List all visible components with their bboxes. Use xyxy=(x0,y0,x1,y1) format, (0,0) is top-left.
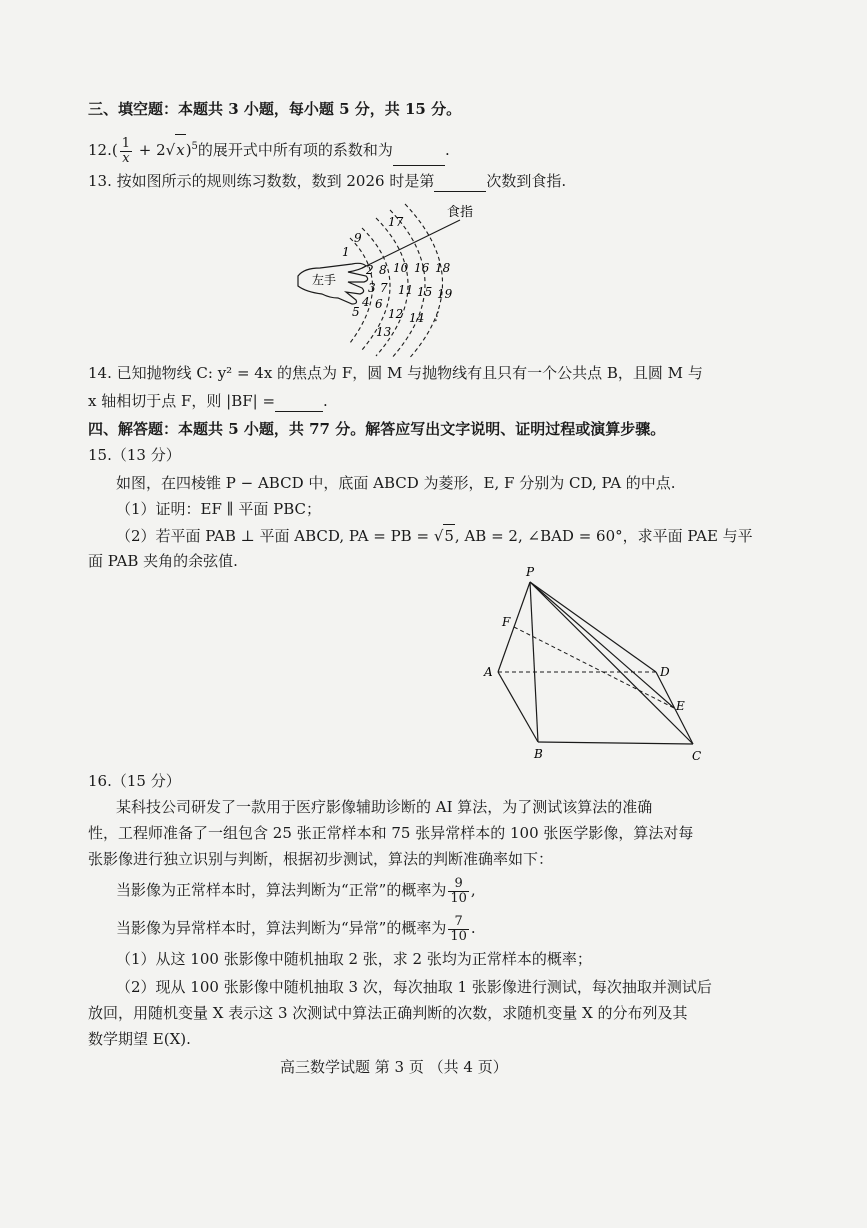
num-8: 8 xyxy=(379,263,387,277)
q15-part2a: （2）若平面 PAB ⊥ 平面 ABCD, PA = PB = xyxy=(116,527,434,545)
num-5: 5 xyxy=(352,305,360,319)
num-3: 3 xyxy=(368,281,376,295)
q12-power: 5 xyxy=(191,141,198,152)
q14-line2b: . xyxy=(323,392,328,410)
q12-sqrt: √x xyxy=(166,141,186,159)
q12-radicand: x xyxy=(175,134,185,165)
num-12: 12 xyxy=(388,307,404,321)
q12-answer-blank xyxy=(393,165,445,166)
q16-c1-text: 当影像为正常样本时，算法判断为“正常”的概率为 xyxy=(116,881,447,899)
q12-paren-close: ) xyxy=(185,141,192,159)
q13-text-a: 13. 按如图所示的规则练习数数，数到 2026 时是第 xyxy=(88,172,435,190)
label-C: C xyxy=(692,749,702,762)
q16-part2-line2: 放回，用随机变量 X 表示这 3 次测试中算法正确判断的次数，求随机变量 X 的分布列及其 xyxy=(88,1004,688,1022)
edge-DC xyxy=(656,672,693,744)
q16-c1-fraction xyxy=(448,877,469,906)
section-4-heading: 四、解答题：本题共 5 小题，共 77 分。解答应写出文字说明、证明过程或演算步骤。 xyxy=(88,420,666,438)
q16-c1-den: 10 xyxy=(450,890,467,906)
q16-paragraph-1: 某科技公司研发了一款用于医疗影像辅助诊断的 AI 算法，为了测试该算法的准确 xyxy=(116,798,653,816)
q16-c2-num: 7 xyxy=(448,915,469,930)
edge-AB xyxy=(498,672,538,742)
num-10: 10 xyxy=(393,261,409,275)
q15-header: 15.（13 分） xyxy=(88,446,181,464)
label-index-finger: 食指 xyxy=(447,205,474,220)
pyramid-figure xyxy=(478,562,708,762)
num-2: 2 xyxy=(366,263,374,277)
q16-c1-num: 9 xyxy=(448,877,469,892)
arc-5 xyxy=(405,204,443,358)
question-14-line2 xyxy=(88,390,328,412)
num-6: 6 xyxy=(375,297,383,311)
num-16: 16 xyxy=(414,261,430,275)
q12-tail: 的展开式中所有项的系数和为 xyxy=(197,141,393,159)
section-3-heading: 三、填空题：本题共 3 小题，每小题 5 分，共 15 分。 xyxy=(88,100,462,118)
q16-header: 16.（15 分） xyxy=(88,772,181,790)
num-7: 7 xyxy=(380,281,388,295)
question-13 xyxy=(88,170,566,192)
label-D: D xyxy=(660,665,670,679)
q14-line2a: x 轴相切于点 F，则 |BF| = xyxy=(88,392,276,410)
num-17: 17 xyxy=(388,215,404,229)
q15-sqrt5: √5 xyxy=(434,527,455,545)
q15-part2b: , AB = 2, ∠BAD = 60°，求平面 PAE 与平 xyxy=(454,527,753,545)
question-12 xyxy=(88,132,450,166)
label-E: E xyxy=(676,699,685,713)
q13-text-b: 次数到食指. xyxy=(486,172,567,190)
q12-fraction xyxy=(120,137,132,166)
label-left-hand: 左手 xyxy=(312,273,337,287)
q16-paragraph-2: 性，工程师准备了一组包含 25 张正常样本和 75 张异常样本的 100 张医学影像，算法对每 xyxy=(88,824,694,842)
q15-part1: （1）证明：EF ∥ 平面 PBC； xyxy=(116,500,322,518)
edge-BC xyxy=(538,742,693,744)
dots-continue: ⋮ xyxy=(430,309,442,323)
q16-c2-fraction xyxy=(448,915,469,944)
num-19: 19 xyxy=(437,287,453,301)
q16-part1: （1）从这 100 张影像中随机抽取 2 张，求 2 张均为正常样本的概率； xyxy=(116,950,592,968)
q12-mid: + 2 xyxy=(134,141,166,159)
q15-part2-cont: 面 PAB 夹角的余弦值. xyxy=(88,552,238,570)
label-P: P xyxy=(526,565,535,579)
q15-part2 xyxy=(116,524,753,547)
question-14-line1: 14. 已知抛物线 C: y² = 4x 的焦点为 F，圆 M 与抛物线有且只有一个公共点 B，且圆 M 与 xyxy=(88,364,703,382)
num-18: 18 xyxy=(435,261,451,275)
page-footer: 高三数学试题 第 3 页 （共 4 页） xyxy=(280,1058,508,1076)
q12-frac-num: 1 xyxy=(121,135,130,151)
q12-number: 12. xyxy=(88,141,112,159)
q16-paragraph-3: 张影像进行独立识别与判断，根据初步测试，算法的判断准确率如下： xyxy=(88,850,554,868)
hand-numbers xyxy=(342,215,453,339)
q16-condition-1 xyxy=(116,874,476,906)
edge-PE xyxy=(530,582,674,708)
label-A: A xyxy=(484,665,493,679)
num-14: 14 xyxy=(409,311,425,325)
q16-c2-text: 当影像为异常样本时，算法判断为“异常”的概率为 xyxy=(116,919,447,937)
q15-sqrt-radicand: 5 xyxy=(443,524,455,547)
label-B: B xyxy=(534,747,543,761)
q16-part2-line1: （2）现从 100 张影像中随机抽取 3 次，每次抽取 1 张影像进行测试，每次抽取并测试后 xyxy=(116,978,712,996)
q12-paren-open: ( xyxy=(111,141,118,159)
q16-c2-den: 10 xyxy=(450,928,467,944)
q13-answer-blank xyxy=(434,191,486,192)
q16-part2-line3: 数学期望 E(X). xyxy=(88,1030,191,1048)
q16-c1-end: , xyxy=(470,881,476,899)
label-F: F xyxy=(502,615,511,629)
q15-intro: 如图，在四棱锥 P − ABCD 中，底面 ABCD 为菱形，E, F 分别为 CD, PA 的中点. xyxy=(116,474,676,492)
q12-frac-den: x xyxy=(122,150,130,166)
hand-counting-figure xyxy=(290,198,490,358)
num-9: 9 xyxy=(354,231,362,245)
q16-condition-2 xyxy=(116,912,476,944)
q16-c2-end: . xyxy=(470,919,476,937)
q14-answer-blank xyxy=(275,411,323,412)
num-1: 1 xyxy=(342,245,350,259)
edge-PC xyxy=(530,582,693,744)
edge-PB xyxy=(530,582,538,742)
q12-end: . xyxy=(444,141,450,159)
edge-PD xyxy=(530,582,656,672)
num-4: 4 xyxy=(362,295,370,309)
num-15: 15 xyxy=(417,285,433,299)
num-11: 11 xyxy=(398,283,414,297)
num-13: 13 xyxy=(376,325,392,339)
